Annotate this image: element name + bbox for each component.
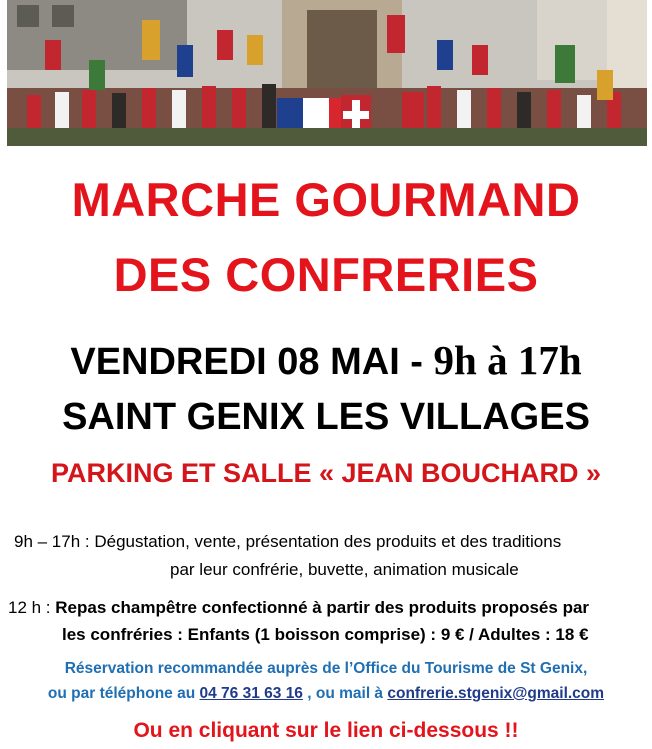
reservation-line-2: [0, 685, 652, 703]
program-item-1-text-a: Dégustation, vente, présentation des produits et des traditions: [94, 532, 562, 551]
program-item-1: [14, 532, 561, 552]
program-item-2: [8, 598, 589, 618]
reservation-phone-label: ou par téléphone au: [47, 685, 196, 702]
program-item-1-time: 9h – 17h :: [14, 532, 90, 551]
program-item-2-text-a: Repas champêtre confectionné à partir des produits proposés par: [55, 598, 590, 617]
event-date-text: VENDREDI 08 MAI -: [70, 341, 423, 383]
event-date: [0, 336, 652, 384]
phone-link[interactable]: 04 76 31 63 16: [199, 685, 303, 702]
title-line-2: DES CONFRERIES: [113, 248, 539, 301]
program-item-1-text-b: par leur confrérie, buvette, animation musicale: [170, 560, 519, 579]
header-photo: [7, 0, 647, 146]
email-link[interactable]: confrerie.stgenix@gmail.com: [387, 685, 605, 702]
cta-text: Ou en cliquant sur le lien ci-dessous !!: [133, 719, 519, 742]
reservation-line-1: Réservation recommandée auprès de l’Office du Tourisme de St Genix,: [64, 660, 588, 677]
program-item-2-text-b: les confréries : Enfants (1 boisson comprise) : 9 € / Adultes : 18 €: [62, 625, 589, 644]
title-line-1: MARCHE GOURMAND: [71, 173, 581, 226]
reservation-mail-label: , ou mail à: [307, 685, 384, 702]
event-venue: PARKING ET SALLE « JEAN BOUCHARD »: [50, 458, 602, 488]
event-place: SAINT GENIX LES VILLAGES: [62, 396, 590, 438]
parade-photo-icon: [7, 0, 647, 146]
event-time: 9h à 17h: [433, 337, 582, 383]
program-item-2-time: 12 h :: [8, 598, 51, 617]
